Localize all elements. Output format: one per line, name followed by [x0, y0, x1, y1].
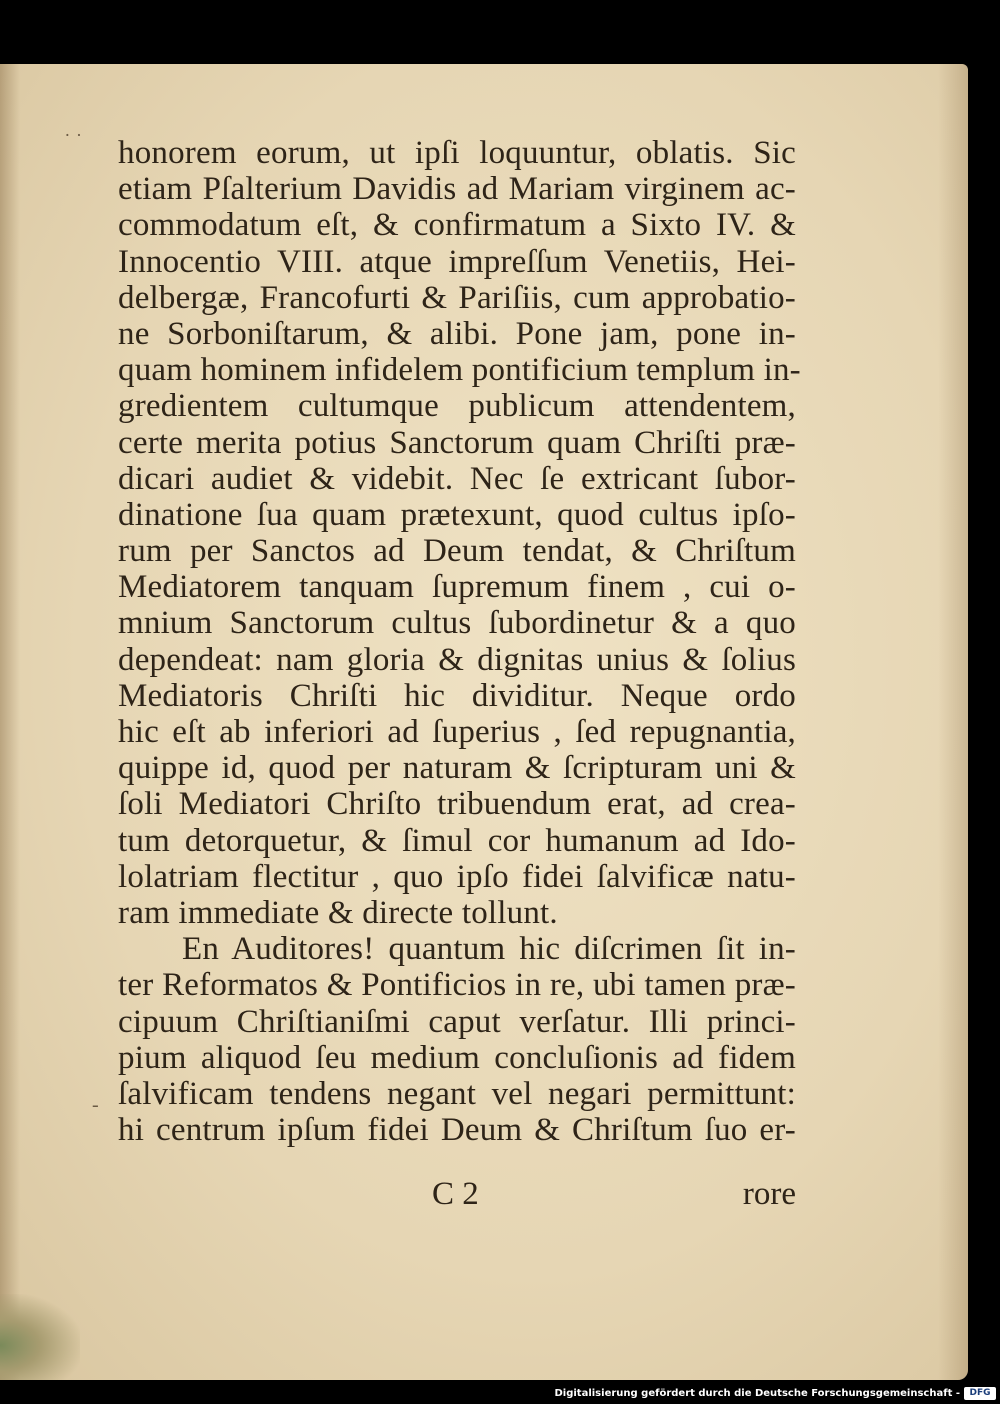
catchword: rore — [742, 1176, 796, 1212]
page-edge-shadow — [938, 64, 968, 1380]
text-line: hi centrum ipſum fidei Deum & Chriſtum ſuo er- — [118, 1112, 796, 1149]
credit-bar — [0, 1384, 1000, 1404]
text-line: pium aliquod ſeu medium concluſionis ad fidem — [118, 1039, 796, 1076]
text-line: hic eſt ab inferiori ad ſuperius , ſed repugnantia, — [118, 714, 796, 750]
text-line: mnium Sanctorum cultus ſubordinetur & a quo — [118, 605, 796, 642]
paragraph-end-line: ram immediate & directe tollunt. — [118, 894, 558, 931]
signature-mark: C 2 — [432, 1176, 479, 1212]
text-line: ſoli Mediatori Chriſto tribuendum erat, ad crea- — [118, 786, 796, 823]
text-line: dinatione ſua quam prætexunt, quod cultus ipſo- — [118, 496, 796, 533]
text-line: Mediatoris Chriſti hic dividitur. Neque ordo — [118, 677, 796, 714]
text-line: tum detorquetur, & ſimul cor humanum ad Ido- — [118, 822, 796, 859]
text-line: etiam Pſalterium Davidis ad Mariam virginem ac- — [118, 171, 796, 208]
book-page — [0, 64, 968, 1380]
text-line: dependeat: nam gloria & dignitas unius & ſolius — [118, 641, 796, 678]
text-block — [118, 135, 801, 1149]
text-line: dicari audiet & videbit. Nec ſe extricant ſubor- — [118, 460, 796, 497]
dfg-logo-icon: DFG — [964, 1387, 996, 1400]
text-line: quam hominem infidelem pontificium templum in- — [118, 352, 801, 389]
text-line: ne Sorboniſtarum, & alibi. Pone jam, pone in- — [118, 315, 796, 352]
text-line: rum per Sanctos ad Deum tendat, & Chriſtum — [118, 533, 796, 570]
paper-stain — [0, 1294, 80, 1380]
text-line: Innocentio VIII. atque impreſſum Venetiis, Hei- — [118, 243, 796, 280]
text-line: quippe id, quod per naturam & ſcripturam uni & — [118, 750, 796, 787]
text-line: commodatum eſt, & confirmatum a Sixto IV. & — [118, 207, 796, 244]
text-line: certe merita potius Sanctorum quam Chriſti præ- — [118, 424, 796, 461]
page-gutter-shadow — [0, 64, 20, 1380]
text-line: ſalvificam tendens negant vel negari permittunt: — [118, 1075, 796, 1112]
paragraph-start-line: En Auditores! quantum hic diſcrimen ſit in- — [182, 931, 796, 968]
margin-dash: - — [92, 1094, 99, 1116]
text-line: Mediatorem tanquam ſupremum finem , cui o- — [118, 569, 796, 606]
text-line: ter Reformatos & Pontificios in re, ubi tamen præ- — [118, 967, 796, 1004]
text-line: lolatriam flectitur , quo ipſo fidei ſalvificæ natu- — [118, 858, 796, 895]
margin-mark: ˙ ˙ — [64, 130, 83, 152]
text-line: honorem eorum, ut ipſi loquuntur, oblatis. Sic — [118, 135, 796, 171]
text-line: gredientem cultumque publicum attendentem, — [118, 388, 796, 425]
text-line: delbergæ, Francofurti & Pariſiis, cum approbatio- — [118, 279, 796, 316]
text-line: cipuum Chriſtianiſmi caput verſatur. Illi princi- — [118, 1003, 796, 1040]
credit-text: Digitalisierung gefördert durch die Deutsche Forschungsgemeinschaft - — [554, 1388, 960, 1399]
